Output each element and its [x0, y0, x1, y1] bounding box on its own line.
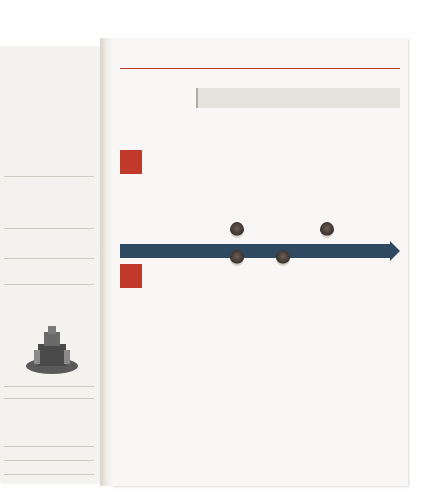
page-footer — [394, 470, 400, 476]
info-box — [196, 88, 400, 108]
mexico-label — [120, 150, 142, 174]
portrait-edison — [276, 250, 290, 266]
portrait-figure — [320, 222, 334, 238]
timeline-arrow — [120, 244, 390, 258]
answer-line — [4, 228, 94, 229]
title-underline — [120, 68, 400, 69]
answer-line — [4, 398, 94, 399]
monument-illustration — [24, 326, 80, 376]
divider-line — [4, 176, 94, 177]
open-workbook — [0, 28, 432, 486]
timeline — [120, 244, 400, 258]
answer-line — [4, 460, 94, 461]
timeline-arrowhead — [390, 241, 400, 261]
portrait-becquer — [230, 250, 244, 266]
answer-line — [4, 446, 94, 447]
left-page — [0, 46, 104, 484]
answer-line — [4, 284, 94, 285]
portrait-santa-anna — [230, 222, 244, 238]
right-page — [112, 38, 408, 486]
answer-line — [4, 386, 94, 387]
world-label — [120, 264, 142, 288]
answer-line — [4, 258, 94, 259]
answer-line — [4, 474, 94, 475]
